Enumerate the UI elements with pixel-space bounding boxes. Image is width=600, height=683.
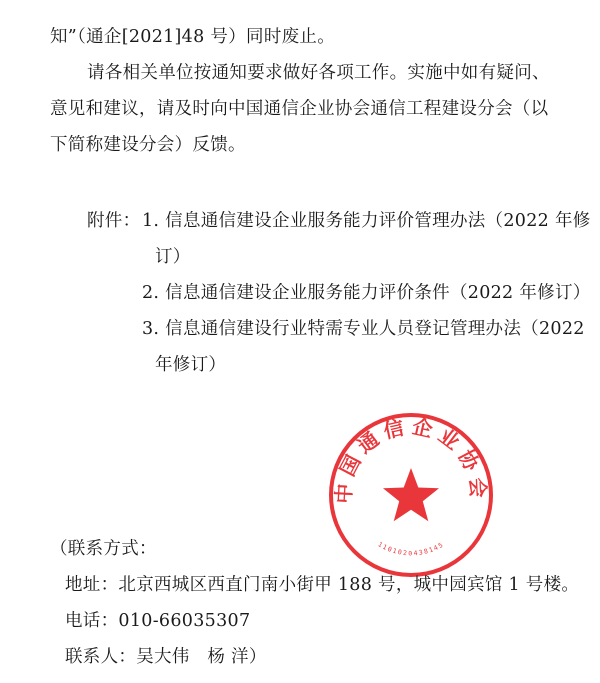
paragraph-line: 请各相关单位按通知要求做好各项工作。实施中如有疑问、 — [87, 63, 550, 83]
attachment-item: 2. 信息通信建设企业服务能力评价条件（2022 年修订） — [142, 283, 591, 303]
contact-person: 联系人：吴大伟 杨 洋） — [65, 647, 267, 667]
contact-heading: （联系方式： — [50, 539, 157, 559]
svg-text:1101020438145 — [376, 540, 445, 557]
attachment-item-cont: 订） — [155, 247, 191, 267]
attachment-item: 1. 信息通信建设企业服务能力评价管理办法（2022 年修 — [142, 211, 591, 231]
attachments-label: 附件： — [87, 211, 141, 231]
seal-star-icon — [383, 468, 439, 521]
attachment-item: 3. 信息通信建设行业特需专业人员登记管理办法（2022 — [142, 319, 585, 339]
paragraph-line: 意见和建议，请及时向中国通信企业协会通信工程建设分会（以 — [50, 99, 549, 119]
paragraph-line: 下简称建设分会）反馈。 — [50, 135, 246, 155]
attachment-item-cont: 年修订） — [155, 355, 227, 375]
contact-address: 地址：北京西城区西直门南小街甲 188 号，城中园宾馆 1 号楼。 — [65, 575, 580, 595]
official-seal-icon — [326, 410, 496, 580]
paragraph-tail: 知”（通企[2021]48 号）同时废止。 — [50, 27, 336, 47]
contact-phone: 电话：010-66035307 — [65, 611, 251, 631]
seal-serial: 1101020438145 — [376, 540, 446, 558]
seal-org-name: 中国通信企业协会 — [331, 414, 491, 505]
